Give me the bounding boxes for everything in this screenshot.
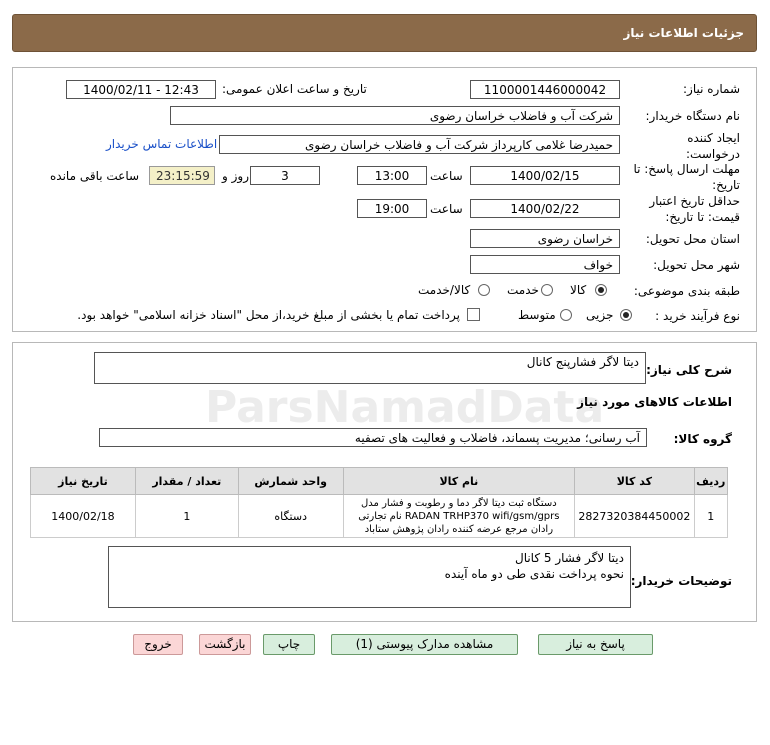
attachments-button[interactable]: مشاهده مدارک پیوستی (1) (331, 634, 518, 655)
category-goods-label: کالا (570, 283, 587, 297)
days-field: 3 (250, 166, 320, 185)
validity-date-field: 1400/02/22 (470, 199, 620, 218)
validity-time-label: ساعت (430, 202, 463, 216)
announce-datetime-field: 1400/02/11 - 12:43 (66, 80, 216, 99)
process-minor-label: جزیی (586, 308, 614, 322)
process-medium-label: متوسط (518, 308, 556, 322)
goods-group-field: آب رسانی؛ مدیریت پسماند، فاضلاب و فعالیت های تصفیه (99, 428, 647, 447)
col-date-header: تاریخ نیاز (31, 468, 136, 495)
cell-row: 1 (694, 495, 727, 538)
category-goods-service-label: کالا/خدمت (418, 283, 471, 297)
col-qty-header: تعداد / مقدار (135, 468, 238, 495)
province-field: خراسان رضوی (470, 229, 620, 248)
buyer-notes-field (108, 546, 631, 608)
exit-button[interactable]: خروج (133, 634, 183, 655)
cell-code: 2827320384450002 (575, 495, 694, 538)
category-goods-service-radio[interactable] (478, 284, 490, 296)
remaining-time-field: 23:15:59 (149, 166, 215, 185)
city-label: شهر محل تحویل: (653, 258, 740, 272)
category-service-radio[interactable] (541, 284, 553, 296)
buyer-notes-label: توضیحات خریدار: (630, 574, 732, 588)
goods-table (30, 467, 728, 538)
process-medium-radio[interactable] (560, 309, 572, 321)
col-unit-header: واحد شمارش (238, 468, 343, 495)
back-button[interactable]: بازگشت (199, 634, 251, 655)
need-number-label: شماره نیاز: (683, 82, 740, 96)
col-row-header: ردیف (694, 468, 727, 495)
treasury-payment-note: پرداخت تمام یا بخشی از مبلغ خرید،از محل "اسناد خزانه اسلامی" خواهد بود. (77, 308, 460, 322)
buyer-notes-line-2: نحوه پرداخت نقدی طی دو ماه آینده (444, 567, 624, 581)
category-goods-radio[interactable] (595, 284, 607, 296)
category-service-label: خدمت (507, 283, 539, 297)
table-row (31, 495, 728, 538)
print-button[interactable]: چاپ (263, 634, 315, 655)
buyer-notes-line-1: دیتا لاگر فشار 5 کانال (514, 551, 624, 565)
col-name-header: نام کالا (343, 468, 575, 495)
reply-button[interactable]: پاسخ به نیاز (538, 634, 653, 655)
creator-field: حمیدرضا غلامی کارپرداز شرکت آب و فاضلاب خراسان رضوی (219, 135, 620, 154)
need-number-field: 1100001446000042 (470, 80, 620, 99)
col-code-header: کد کالا (575, 468, 694, 495)
page-title: جزئیات اطلاعات نیاز (623, 26, 744, 40)
process-minor-radio[interactable] (620, 309, 632, 321)
creator-label: ایجاد کننده درخواست: (686, 131, 740, 161)
category-label: طبقه بندی موضوعی: (633, 284, 740, 298)
need-description-label: شرح کلی نیاز: (646, 363, 732, 377)
validity-time-field: 19:00 (357, 199, 427, 218)
announce-label: تاریخ و ساعت اعلان عمومی: (222, 82, 367, 96)
buyer-org-label: نام دستگاه خریدار: (645, 109, 740, 123)
cell-qty: 1 (135, 495, 238, 538)
reply-deadline-label: مهلت ارسال پاسخ: تا تاریخ: (633, 162, 740, 192)
need-description-field: دیتا لاگر فشارپنج کانال (94, 352, 646, 384)
treasury-payment-checkbox[interactable] (467, 308, 480, 321)
reply-time-field: 13:00 (357, 166, 427, 185)
process-label: نوع فرآیند خرید : (655, 309, 740, 323)
buyer-org-field: شرکت آب و فاضلاب خراسان رضوی (170, 106, 620, 125)
city-field: خواف (470, 255, 620, 274)
reply-time-label: ساعت (430, 169, 463, 183)
cell-unit: دستگاه (238, 495, 343, 538)
page-header (12, 14, 757, 52)
days-label: روز و (222, 169, 249, 183)
goods-group-label: گروه کالا: (673, 432, 732, 446)
cell-date: 1400/02/18 (31, 495, 136, 538)
table-header-row (31, 468, 728, 495)
remaining-label: ساعت باقی مانده (50, 169, 140, 183)
goods-info-title: اطلاعات کالاهای مورد نیاز (577, 395, 732, 409)
reply-date-field: 1400/02/15 (470, 166, 620, 185)
province-label: استان محل تحویل: (645, 232, 740, 246)
validity-label: حداقل تاریخ اعتبار قیمت: تا تاریخ: (649, 194, 740, 224)
buyer-contact-link[interactable]: اطلاعات تماس خریدار (106, 137, 218, 151)
cell-name: دستگاه ثبت دیتا لاگر دما و رطوبت و فشار مدل RADAN TRHP370 wifi/gsm/gprs نام تجارتی رادان مرجع عرضه کننده رادان پژوهش ستاباد (343, 495, 575, 538)
